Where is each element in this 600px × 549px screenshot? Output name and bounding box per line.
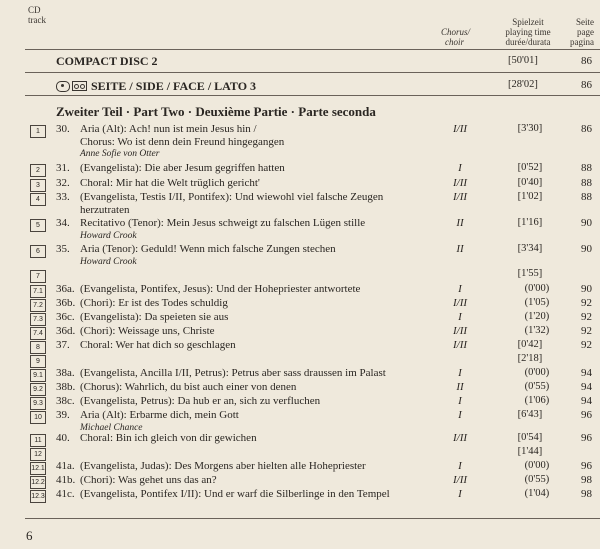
movement-title: Choral: Wer hat dich so geschlagen xyxy=(80,339,236,351)
movement-title: (Chorus): Wahrlich, du bist auch einer von denen xyxy=(80,381,297,393)
track-number-box: 6 xyxy=(30,245,46,258)
chorus-value: I xyxy=(458,409,462,421)
page-ref: 90 xyxy=(581,243,592,255)
duration: (1'06) xyxy=(524,395,550,406)
movement-number: 31. xyxy=(56,162,70,174)
duration: [0'42] xyxy=(517,339,543,350)
page-ref: 98 xyxy=(581,488,592,500)
divider xyxy=(25,49,600,50)
track-number-box: 4 xyxy=(30,193,46,206)
movement-title: Recitativo (Tenor): Mein Jesus schweigt zu falschen Lügen stille xyxy=(80,217,366,229)
page-ref: 88 xyxy=(581,177,592,189)
movement-title: (Evangelista, Pontifex I/II): Und er warf die Silberlinge in den Tempel xyxy=(80,488,390,500)
duration: (1'20) xyxy=(524,311,550,322)
divider xyxy=(25,518,600,519)
disc-page: 86 xyxy=(581,55,592,67)
performer-name: Howard Crook xyxy=(80,231,137,241)
movement-title: (Evangelista, Testis I/II, Pontifex): Und wiewohl viel falsche Zeugen xyxy=(80,191,384,203)
duration: (1'05) xyxy=(524,297,550,308)
page-ref: 90 xyxy=(581,283,592,295)
page-ref: 96 xyxy=(581,432,592,444)
side-title: SEITE / SIDE / FACE / LATO 3 xyxy=(91,79,257,93)
disc-title: COMPACT DISC 2 xyxy=(56,54,158,68)
page-ref: 92 xyxy=(581,311,592,323)
movement-number: 35. xyxy=(56,243,70,255)
cassette-icon xyxy=(72,81,87,91)
movement-number: 41b. xyxy=(56,474,76,486)
movement-title: (Evangelista): Die aber Jesum gegriffen hatten xyxy=(80,162,285,174)
page-ref: 94 xyxy=(581,395,592,407)
page-ref: 94 xyxy=(581,367,592,379)
movement-number: 36b. xyxy=(56,297,76,309)
chorus-value: I/II xyxy=(452,297,468,309)
track-number-box: 7.2 xyxy=(30,299,46,312)
duration: [0'54] xyxy=(517,432,543,443)
track-number-box: 9.1 xyxy=(30,369,46,382)
movement-number: 30. xyxy=(56,123,70,135)
duration: [6'43] xyxy=(517,409,543,420)
track-number-box: 7.3 xyxy=(30,313,46,326)
movement-number: 38a. xyxy=(56,367,75,379)
movement-number: 38b. xyxy=(56,381,76,393)
header-spielzeit: Spielzeit xyxy=(512,17,544,27)
chorus-value: I/II xyxy=(452,325,468,337)
movement-number: 37. xyxy=(56,339,70,351)
chorus-value: I xyxy=(458,460,462,472)
movement-title: Aria (Tenor): Geduld! Wenn mich falsche Zungen stechen xyxy=(80,243,336,255)
chorus-value: I xyxy=(458,488,462,500)
movement-number: 34. xyxy=(56,217,70,229)
chorus-value: I/II xyxy=(452,339,468,351)
movement-title: (Chori): Weissage uns, Christe xyxy=(80,325,215,337)
performer-name: Howard Crook xyxy=(80,257,137,267)
chorus-value: I xyxy=(458,283,462,295)
movement-title: (Evangelista, Ancilla I/II, Petrus): Petrus aber sass draussen im Palast xyxy=(80,367,386,379)
track-number-box: 1 xyxy=(30,125,46,138)
chorus-value: II xyxy=(456,217,464,229)
movement-number: 41a. xyxy=(56,460,75,472)
page-ref: 96 xyxy=(581,460,592,472)
page-ref: 86 xyxy=(581,123,592,135)
header-page: page xyxy=(577,27,594,37)
duration: [1'44] xyxy=(517,446,543,457)
side-row xyxy=(56,77,256,95)
movement-number: 39. xyxy=(56,409,70,421)
page-ref: 92 xyxy=(581,325,592,337)
duration: (1'04) xyxy=(524,488,550,499)
page-ref: 92 xyxy=(581,297,592,309)
header-seite: Seite xyxy=(576,17,594,27)
track-number-box: 12 xyxy=(30,448,46,461)
chorus-value: I xyxy=(458,162,462,174)
chorus-value: I xyxy=(458,395,462,407)
track-number-box: 8 xyxy=(30,341,46,354)
page-ref: 98 xyxy=(581,474,592,486)
duration: (0'00) xyxy=(524,283,550,294)
track-number-box: 2 xyxy=(30,164,46,177)
duration: [1'55] xyxy=(517,268,543,279)
movement-title: Aria (Alt): Ach! nun ist mein Jesus hin / xyxy=(80,123,257,135)
movement-number: 36a. xyxy=(56,283,75,295)
chorus-value: II xyxy=(456,381,464,393)
page-ref: 88 xyxy=(581,162,592,174)
track-number-box: 10 xyxy=(30,411,46,424)
movement-number: 32. xyxy=(56,177,70,189)
movement-title: (Evangelista): Da speieten sie aus xyxy=(80,311,229,323)
duration: (0'55) xyxy=(524,474,550,485)
duration: (1'32) xyxy=(524,325,550,336)
track-number-box: 9.2 xyxy=(30,383,46,396)
side-time: [28'02] xyxy=(508,79,538,90)
header-choir: choir xyxy=(445,37,464,47)
performer-name: Anne Sofie von Otter xyxy=(80,149,160,159)
page-ref: 94 xyxy=(581,381,592,393)
side-page: 86 xyxy=(581,79,592,91)
divider xyxy=(25,72,600,73)
disc-icon xyxy=(56,81,70,92)
movement-title-cont: Chorus: Wo ist denn dein Freund hingegangen xyxy=(80,136,285,148)
header-track: track xyxy=(28,15,46,25)
movement-title: Aria (Alt): Erbarme dich, mein Gott xyxy=(80,409,239,421)
duration: [1'02] xyxy=(517,191,543,202)
chorus-value: I xyxy=(458,367,462,379)
disc-time: [50'01] xyxy=(508,55,538,66)
chorus-value: II xyxy=(456,243,464,255)
movement-number: 40. xyxy=(56,432,70,444)
track-number-box: 9 xyxy=(30,355,46,368)
movement-number: 36c. xyxy=(56,311,75,323)
track-number-box: 7.1 xyxy=(30,285,46,298)
duration: [3'34] xyxy=(517,243,543,254)
movement-number: 41c. xyxy=(56,488,75,500)
chorus-value: I/II xyxy=(452,191,468,203)
movement-title: Choral: Mir hat die Welt trüglich gericht' xyxy=(80,177,260,189)
track-number-box: 12.2 xyxy=(30,476,46,489)
duration: [0'40] xyxy=(517,177,543,188)
part-heading: Zweiter Teil · Part Two · Deuxième Partie · Parte seconda xyxy=(56,104,376,119)
track-number-box: 3 xyxy=(30,179,46,192)
track-number-box: 12.1 xyxy=(30,462,46,475)
movement-title: (Evangelista, Pontifex, Jesus): Und der Hohepriester antwortete xyxy=(80,283,361,295)
header-playing-time: playing time xyxy=(505,27,551,37)
page-ref: 96 xyxy=(581,409,592,421)
movement-number: 33. xyxy=(56,191,70,203)
page-ref: 92 xyxy=(581,339,592,351)
chorus-value: I/II xyxy=(452,474,468,486)
track-number-box: 9.3 xyxy=(30,397,46,410)
duration: (0'55) xyxy=(524,381,550,392)
chorus-value: I/II xyxy=(452,123,468,135)
duration: [0'52] xyxy=(517,162,543,173)
movement-number: 38c. xyxy=(56,395,75,407)
chorus-value: I xyxy=(458,311,462,323)
header-chorus: Chorus/ xyxy=(440,27,470,37)
movement-title: (Evangelista, Petrus): Da hub er an, sich zu verfluchen xyxy=(80,395,321,407)
page-number: 6 xyxy=(26,528,33,543)
movement-number: 36d. xyxy=(56,325,76,337)
header-duree: durée/durata xyxy=(505,37,551,47)
duration: [1'16] xyxy=(517,217,543,228)
movement-title-cont: herzutraten xyxy=(80,204,130,216)
track-number-box: 5 xyxy=(30,219,46,232)
duration: [2'18] xyxy=(517,353,543,364)
movement-title: (Chori): Was gehet uns das an? xyxy=(80,474,217,486)
track-number-box: 11 xyxy=(30,434,46,447)
divider xyxy=(25,95,600,96)
movement-title: (Chori): Er ist des Todes schuldig xyxy=(80,297,228,309)
duration: (0'00) xyxy=(524,460,550,471)
duration: (0'00) xyxy=(524,367,550,378)
header-pagina: pagina xyxy=(570,37,594,47)
chorus-value: I/II xyxy=(452,432,468,444)
page-ref: 90 xyxy=(581,217,592,229)
chorus-value: I/II xyxy=(452,177,468,189)
header-cd: CD xyxy=(28,5,41,15)
page-ref: 88 xyxy=(581,191,592,203)
movement-title: (Evangelista, Judas): Des Morgens aber hielten alle Hohepriester xyxy=(80,460,366,472)
duration: [3'30] xyxy=(517,123,543,134)
movement-title: Choral: Bin ich gleich von dir gewichen xyxy=(80,432,257,444)
track-number-box: 7.4 xyxy=(30,327,46,340)
performer-name: Michael Chance xyxy=(80,423,143,433)
track-number-box: 12.3 xyxy=(30,490,46,503)
track-number-box: 7 xyxy=(30,270,46,283)
